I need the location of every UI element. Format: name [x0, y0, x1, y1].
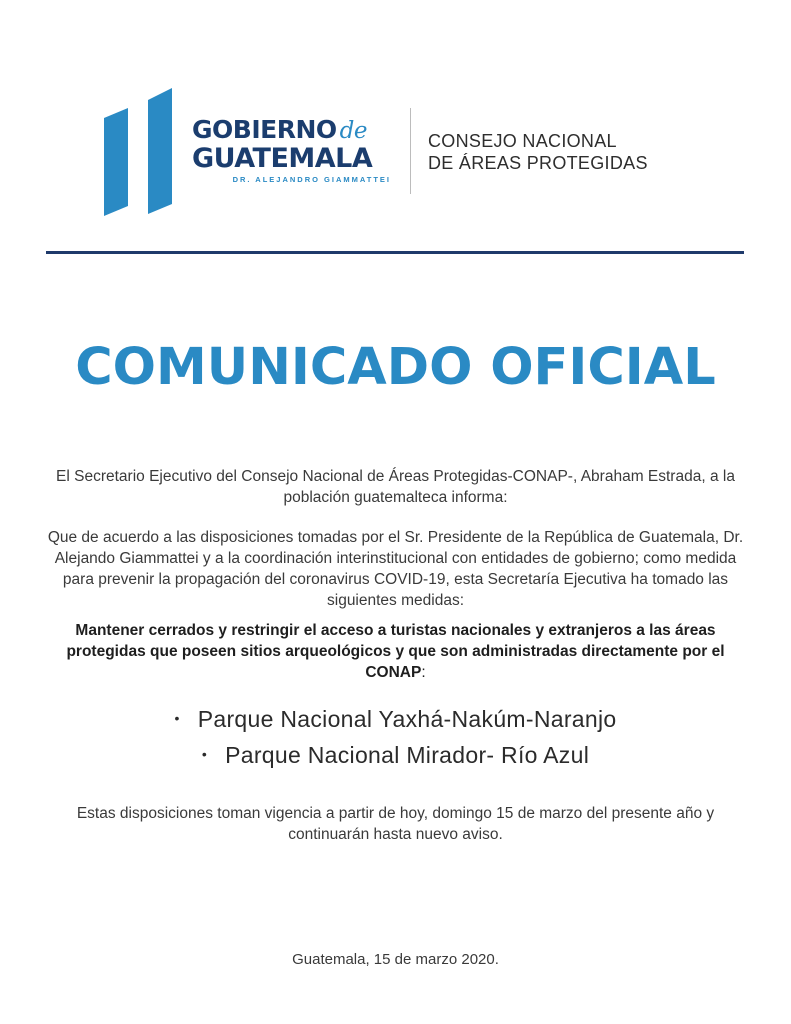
- measure-text: Mantener cerrados y restringir el acceso a turistas nacionales y extranjeros a las áreas protegidas que poseen sitios arqueológicos y que son administradas directamente por el CONAP: [66, 622, 725, 681]
- header-rule: [46, 251, 744, 254]
- bullet-icon: •: [174, 709, 180, 726]
- place-date: Guatemala, 15 de marzo 2020.: [292, 951, 499, 968]
- list-item: [0, 702, 791, 738]
- council-name: [428, 130, 648, 174]
- list-item: [0, 738, 791, 774]
- validity-paragraph: Estas disposiciones toman vigencia a partir de hoy, domingo 15 de marzo del presente año y continuarán hasta nuevo aviso.: [76, 805, 715, 843]
- document-title: COMUNICADO OFICIAL: [75, 338, 716, 397]
- parks-list: [0, 702, 791, 774]
- park-name: Parque Nacional Mirador- Río Azul: [225, 741, 590, 768]
- wordmark-guatemala: GUATEMALA: [192, 143, 373, 174]
- park-name: Parque Nacional Yaxhá-Nakúm-Naranjo: [197, 706, 617, 732]
- context-paragraph: Que de acuerdo a las disposiciones tomadas por el Sr. Presidente de la República de Guatemala, Dr. Alejando Giammattei y a la coordinación interinstitucional con entidades de gobierno; como medida para prevenir la propagación del coronavirus COVID-19, esta Secretaría Ejecutiva ha tomado las siguientes medidas:: [47, 529, 744, 609]
- wordmark-gobierno: GOBIERNO de: [192, 115, 367, 144]
- council-name-line1: CONSEJO NACIONAL: [428, 131, 617, 151]
- council-name-line2: DE ÁREAS PROTEGIDAS: [428, 153, 648, 173]
- measure-paragraph: [40, 620, 751, 683]
- government-wordmark: [192, 116, 397, 184]
- measure-colon: :: [421, 664, 426, 681]
- wordmark-president: DR. ALEJANDRO GIAMMATTEI: [232, 175, 391, 184]
- wordmark-de: de: [339, 118, 367, 144]
- letterhead: [0, 0, 791, 260]
- intro-paragraph: El Secretario Ejecutivo del Consejo Nacional de Áreas Protegidas-CONAP-, Abraham Estrada, a la población guatemalteca informa:: [56, 468, 735, 506]
- government-logo-icon: [104, 88, 176, 218]
- bullet-icon: •: [201, 745, 208, 762]
- header-divider: [410, 108, 411, 194]
